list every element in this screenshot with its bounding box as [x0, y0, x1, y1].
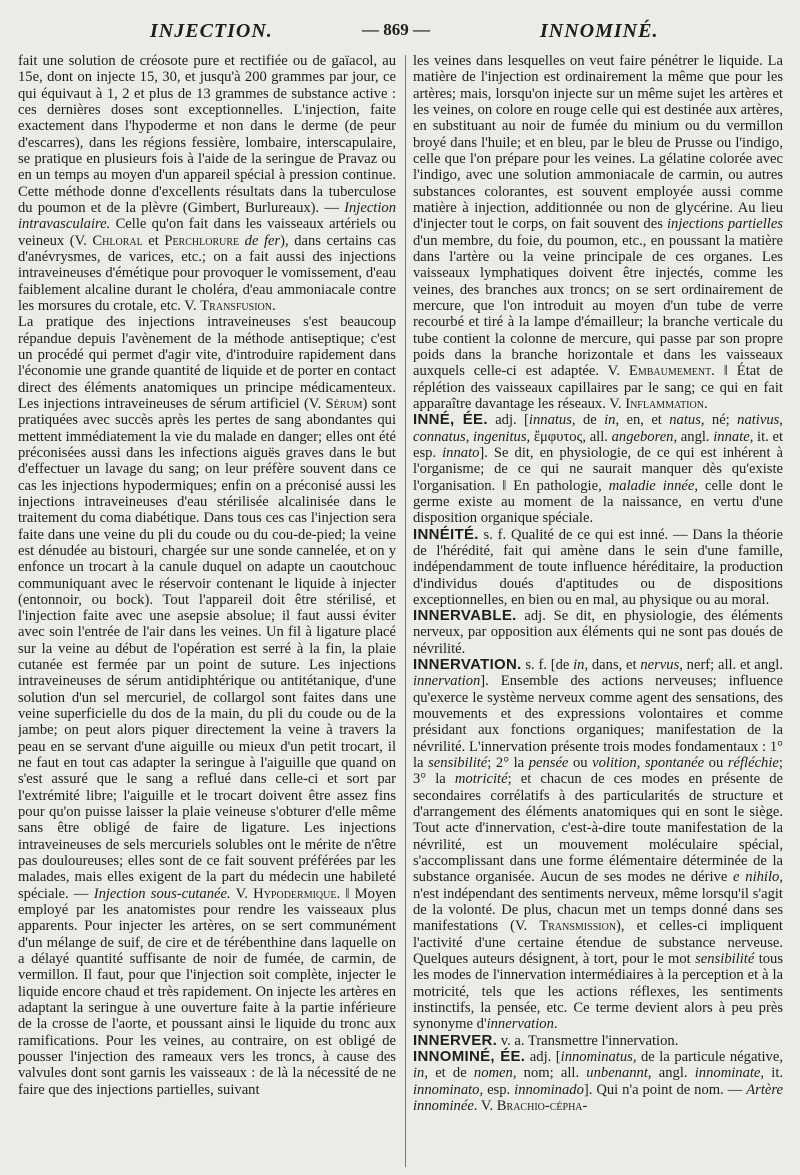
translation-italian: innominato [413, 1081, 480, 1098]
crossref-serum: Sérum [325, 395, 363, 412]
text-run: ) sont pratiquées avec succès après les pertes de sang abondantes qui mettent immédiatement la vie du malade en danger; elles ont été préconisées aussi dans les infections aiguës graves dans le but d'effectuer un lavage du sang; on leur préfère souvent dans ce cas les injections hypodermiques; enfin on a préconisé aussi les injections intraveineuses d'eau stérilisée alcalinisée dans le traitement du coma diabétique. Dans tous ces cas l'injection sera faite dans une veine du pli du coude ou du cou-de-pied; la veine est dénudée au bistouri, chargée sur une sonde cannelée, et on y enfonce un trocart à la canule duquel on adapte un caoutchouc communiquant avec le réservoir contenant le liquide à injecter (entonnoir, ou bock). Tout l'appareil doit être stérilisé, et l'injection faite avec une asepsie absolue; il faut aussi éviter avec soin l'entrée de l'air dans les veines. Un fil à ligature placé sur la veine au début de l'opération est serré à la fin, la plaie cutanée est fermée par un point de suture. Les injections intraveineuses de sérum antidiphtérique ou antitétanique, d'une solution d'un sel mercuriel, de collargol sont faites dans une veine superficielle du dos de la main, du pli du coude ou de la jambe; on peut alors piquer directement la veine à travers la peau en se servant d'une aiguille ou mieux d'un petit trocart, il ne faut en tout cas adapter la seringue à l'aiguille que quand on s'est assuré que le sang a reflué dans celle-ci et sort par l'extrémité libre; l'aiguille et le trocart doivent être assez fins pour qu'on puisse laisser la plaie veineuse s'obturer d'elle même sans être obligé de faire de ligature. Les injections intraveineuses de sels mercuriels solubles ont le mérite de n'être pas douloureuses; elles sont de ce fait souvent préférées par les malades, mais elles exigent de la part du médecin une habileté spéciale. — [18, 395, 396, 902]
paragraph-creosote [18, 53, 396, 314]
text-run: . [553, 1016, 558, 1033]
text-run: et [148, 232, 159, 249]
text-run: , dans, et [584, 657, 637, 674]
text-run: , angl. [673, 428, 710, 445]
running-header [0, 0, 800, 50]
text-run: , nom; all. [512, 1065, 580, 1082]
entry-innervable [413, 608, 783, 657]
text-run: ), dans certains cas d'anévrysmes, de varices, etc.; on a fait aussi des injections intraveineuses d'émétique pour provoquer le vomissement, d'eau faiblement alcaline durant le choléra, d'eau ammoniacale contre les morsures du crotale, etc. V. [18, 232, 396, 314]
text-run: tous les modes de l'innervation intermédiaires à la perception et à la motricité, tels que les actions réflexes, les sentiments instinctifs, la pensée, etc. Ce terme devient alors à peu près synonyme d' [413, 951, 783, 1033]
headword-innomine: INNOMINÉ, ÉE. [413, 1048, 526, 1066]
crossref-de-fer: de fer [244, 232, 281, 249]
text-run: adj. Se dit, en physiologie, des éléments nerveux, par opposition aux éléments qui ne sont pas doués de névrilité. [413, 608, 783, 657]
text-run: , nerf; all. et angl. [679, 657, 783, 674]
text-run: v. a. Transmettre l'innervation. [500, 1032, 679, 1049]
text-run: adj. [ [529, 1049, 561, 1066]
header-left-word: INJECTION. [150, 20, 273, 42]
text-run: , de [571, 412, 597, 429]
headword-innerver: INNERVER. [413, 1031, 498, 1049]
headword-innervation: INNERVATION. [413, 656, 522, 674]
text-run: ]. Qui n'a point de nom. — [583, 1081, 743, 1098]
term-pensee: pensée [528, 755, 569, 772]
text-run: ]. Se dit, en physiologie, de ce qui est inhérent à l'organisme; de ce qui ne saurait manquer dès qu'existe l'organisation. ‖ En pathologie, [413, 444, 783, 494]
entry-innervation [413, 657, 783, 1033]
text-run: ou [708, 755, 724, 772]
headword-inneite: INNÉITÉ. [413, 525, 479, 543]
paragraph-injection-continued [413, 53, 783, 412]
translation: innervation [413, 673, 481, 690]
etymon: nervus [640, 657, 680, 674]
crossref-inflammation: Inflammation. [625, 395, 708, 412]
text-run: fait une solution de créosote pure et rectifiée ou de gaïacol, au 15e, dont on injecte 15, 30, et jusqu'à 200 grammes par jour, ce qui équivaut à 1, 2 et plus de 13 grammes de substance active : ces dernières doses sont exceptionnelles. L'injection, faite exactement dans l'hypoderme et non dans le derme (de peur d'escarres), dans les régions fessière, lombaire, interscapulaire, se pratique en plusieurs fois à l'aide de la seringue de Pravaz ou en un temps au moyen d'un appareil spécial à pression continue. Cette méthode donne d'excellents résultats dans la tuberculose du poumon et de la plèvre (Gimbert, Burlureaux). — [18, 53, 396, 216]
text-run: Celle qu'on fait dans les vaisseaux artériels ou veineux (V. [18, 216, 396, 249]
paragraph-intraveineuses [18, 314, 396, 1098]
text-run: , n'est indépendant des sentiments nerveux, même lorsqu'il s'agit de la volonté. De plus, chacun met un temps donné dans ses manifestations (V. [413, 869, 783, 935]
text-run: , en, et [615, 412, 662, 429]
term-injection-sous-cutanee: Injection sous-cutanée. [93, 885, 231, 902]
crossref-transmission: Transmission [539, 918, 617, 935]
text-run: d'un membre, du foie, du poumon, etc., en poussant la matière dans l'artère ou la veine principale de ces organes. Les vaisseaux lymphatiques doivent être injectés, comme les veines, des branches aux troncs; on se sert ordinairement de mercure, que l'on introduit au moyen d'un tube de verre recourbé et tiré à la lampe d'émailleur; la branche verticale du tube contient la colonne de mercure, qui passe par son propre poids dans la branche horizontale et dans les vaisseaux auxquels celle-ci est adaptée. V. [413, 232, 783, 380]
etymon: innominatus [560, 1049, 633, 1066]
page-number: — 869 — [362, 20, 430, 39]
crossref-hypodermique: Hypodermique. [253, 885, 341, 902]
right-column [413, 53, 783, 1171]
etymon: in [604, 412, 616, 429]
etymon: nomen [473, 1065, 513, 1082]
crossref-chloral: Chloral [92, 232, 143, 249]
crossref-embaumement: Embaumement. [628, 363, 715, 380]
text-run: , angl. [647, 1065, 688, 1082]
text-run: , all. [582, 428, 608, 445]
text-run: ‖ Moyen employé par les anatomistes pour rendre les vaisseaux plus apparents. Pour injecter les artères, on se sert communément d'un mélange de suif, de cire et de térébenthine dans laquelle on a délayé quantité suffisante de noir de fumée, de carmin, de vermillon. Il faut, pour que l'injection soit complète, injecter le liquide encore chaud et très rapidement. On injecte les artères en adaptant la seringue à une ouverture faite à la partie inférieure de la crosse de l'aorte, et poussant ainsi le liquide du tronc aux ramifications. Pour les veines, au contraire, on est obligé de pousser l'injection des rameaux vers les troncs, à cause des valvules dont sont garnis les vaisseaux : de là la nécessité de ne faire que des injections partielles, suivant [18, 885, 396, 1098]
text-run: , de la particule négative, [632, 1049, 783, 1066]
etymon: natus [669, 412, 701, 429]
term-sensibilite: sensibilité [695, 951, 755, 968]
translation-spanish: innominado [514, 1081, 584, 1098]
term-volition: volition, spontanée [592, 755, 705, 772]
text-run: , it. [760, 1065, 783, 1082]
text-run: ou [572, 755, 588, 772]
text-run: ]. Ensemble des actions nerveuses; influence qu'exerce le système nerveux comme agent des sensations, des mouvements et des expressions volontaires et comme présidant aux fonctions organiques; manifestation de la névrilité. L'innervation présente trois modes fondamentaux : 1° la [413, 673, 783, 772]
etymon: nativus, connatus, ingenitus, [413, 412, 783, 445]
crossref-transfusion: Transfusion. [200, 297, 276, 314]
translation-english: innominate [694, 1065, 761, 1082]
text-run: , et de [424, 1065, 467, 1082]
entry-innerver [413, 1033, 783, 1049]
entry-inneite [413, 527, 783, 609]
translation-english: innate [713, 428, 750, 445]
text-run: , celle dont le germe existe au moment de la naissance, en vertu d'une disposition organique spéciale. [413, 477, 783, 527]
greek-etymon: ἔμφυτος [533, 428, 583, 445]
text-run: , né; [700, 412, 730, 429]
term-injection-intravasculaire: Injection intravasculaire. [18, 199, 396, 233]
term-maladie-innee: maladie innée [608, 477, 695, 494]
term-injections-partielles: injections partielles [667, 216, 783, 233]
text-run: les veines dans lesquelles on veut faire pénétrer le liquide. La matière de l'injection est ordinairement la même que pour les artères; mais, lorsqu'on injecte sur un même sujet les artères et les veines, on colore en rouge celle qui est destinée aux artères, en substituant au noir de fumée du minium ou du vermillon broyé dans l'huile; et en bleu, par le bleu de Prusse ou l'indigo, celle que l'on prépare pour les veines. La gélatine colorée avec l'indigo, avec une solution ammoniacale de carmin, ou autres substances colorantes, est souvent employée aussi comme matière à injection, additionnée ou non de glycérine. Au lieu d'injecter tout le corps, on fait souvent des [413, 53, 783, 233]
term-reflechie: réfléchie [727, 755, 779, 772]
text-run: ; 3° la [413, 755, 783, 788]
entry-innomine [413, 1049, 783, 1114]
header-right-word: INNOMINÉ. [540, 20, 659, 42]
text-run: . V. [473, 1098, 494, 1114]
text-run: , it. et esp. [413, 428, 783, 461]
etymon: in [413, 1065, 425, 1082]
term-innervation: innervation [486, 1016, 554, 1033]
translation-german: unbenannt [586, 1065, 648, 1082]
column-divider [405, 55, 406, 1167]
headword-innervable: INNERVABLE. [413, 607, 517, 625]
text-run: adj. [ [495, 412, 529, 429]
text-run: , esp. [479, 1081, 511, 1098]
left-column [18, 53, 396, 1171]
crossref-brachio-cephalique: Brachio-cépha- [496, 1098, 588, 1114]
term-sensibilite: sensibilité [428, 755, 488, 772]
text-run: ; et chacun de ces modes en présente de secondaires corrélatifs à des particularités de structure et d'arrangement des éléments anatomiques qui en sont le siège. Tout acte d'innervation, c'est-à-dire toute manifestation de la névrilité, est un mouvement moléculaire spécial, s'accomplissant dans une forme élémentaire déterminée de la substance organisée. Aucun de ses modes ne dérive [413, 771, 783, 886]
translation-italian: innato [442, 444, 480, 461]
text-run: ; 2° la [487, 755, 525, 772]
text-run: ‖ État de réplétion des vaisseaux capillaires par le sang; ce qui en fait apparaître davantage les réseaux. V. [413, 363, 783, 412]
text-run: s. f. [de [525, 657, 570, 674]
text-run: s. f. Qualité de ce qui est inné. — Dans la théorie de l'hérédité, fait qui amène dans le sein d'une famille, indépendamment de toute influence héréditaire, la production d'individus doués d'aptitudes ou de dispositions exceptionnelles, en bien ou en mal, au physique ou au moral. [413, 526, 783, 608]
term-motricite: motricité [454, 771, 508, 788]
headword-inne: INNÉ, ÉE. [413, 411, 488, 429]
etymon: in [573, 657, 585, 674]
text-run: La pratique des injections intraveineuses s'est beaucoup répandue depuis l'avènement de la méthode antiseptique; c'est un procédé qui permet d'agir vite, d'introduire rapidement dans l'économie une grande quantité de liquide et de porter en contact direct des éléments anatomiques un principe médicamenteux. Les injections intraveineuses de sérum artificiel (V. [18, 314, 396, 412]
etymon: innatus [528, 412, 572, 429]
term-artere-innominee: Artère innominée [413, 1081, 783, 1114]
text-run: ), et celles-ci impliquent l'activité d'une certaine étendue de substance nerveuse. Quelques auteurs désignent, à tort, pour le mot [413, 918, 783, 968]
text-run: V. [235, 885, 248, 902]
term-e-nihilo: e nihilo [733, 869, 780, 886]
crossref-perchlorure: Perchlorure [164, 232, 240, 249]
entry-inne [413, 412, 783, 526]
translation-german: angeboren [611, 428, 674, 445]
